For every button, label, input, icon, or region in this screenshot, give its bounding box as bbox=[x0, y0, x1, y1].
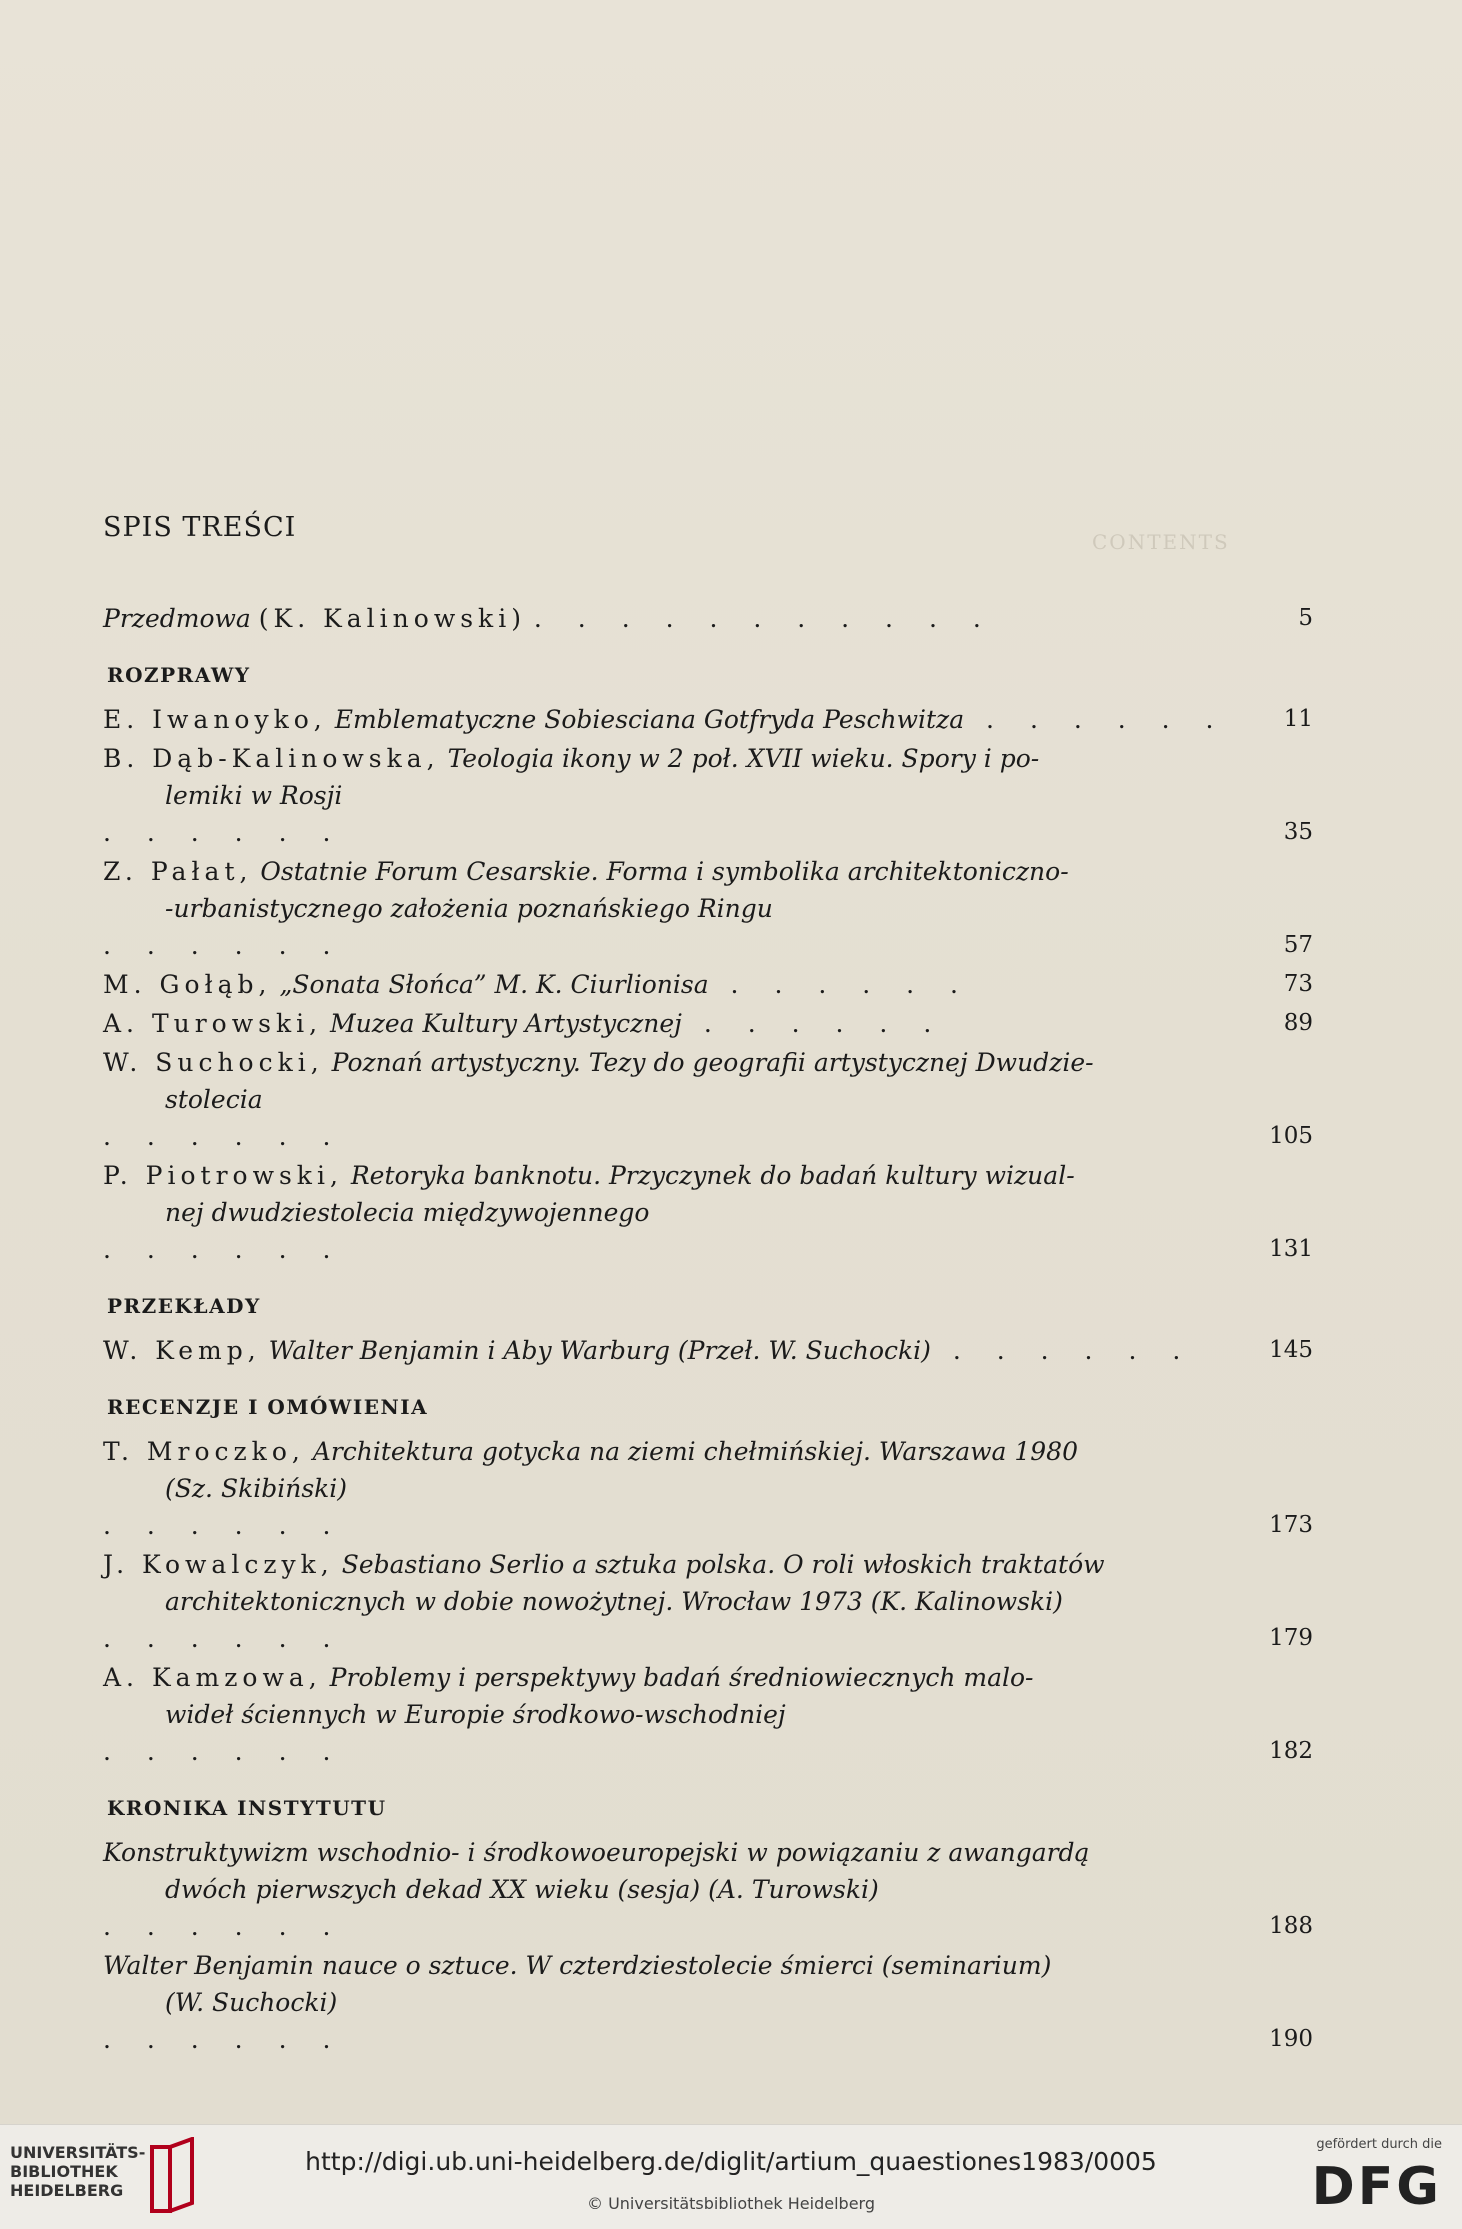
entry-title-continued: -urbanistycznego założenia poznańskiego Ringu bbox=[165, 894, 773, 923]
copyright-text: © Universitätsbibliothek Heidelberg bbox=[586, 2194, 875, 2213]
leader-dots: . . . . . . bbox=[103, 2025, 345, 2054]
entry-author: W. Kemp, bbox=[103, 1336, 261, 1365]
leader-dots: . . . . . . bbox=[103, 1912, 345, 1941]
page-number: 179 bbox=[1269, 1625, 1313, 1651]
leader-dots: . . . . . . . . . . . bbox=[533, 604, 995, 633]
document-url-link[interactable]: http://digi.ub.uni-heidelberg.de/diglit/artium_quaestiones1983/0005 bbox=[305, 2147, 1157, 2176]
page-number: 188 bbox=[1269, 1913, 1313, 1939]
page-number: 11 bbox=[1283, 706, 1313, 732]
leader-dots: . . . . . . bbox=[103, 1511, 345, 1540]
leader-dots: . . . . . . bbox=[103, 1624, 345, 1653]
page-number: 89 bbox=[1283, 1010, 1313, 1036]
entry-title-continued: stolecia bbox=[165, 1085, 263, 1114]
entry-title: Problemy i perspektywy badań średniowiecznych malo- bbox=[329, 1663, 1034, 1692]
page-number: 190 bbox=[1269, 2026, 1313, 2052]
leader-dots: . . . . . . bbox=[964, 705, 1228, 734]
page-title: SPIS TREŚCI bbox=[103, 512, 297, 543]
page-number: 57 bbox=[1283, 932, 1313, 958]
toc-entry bbox=[103, 853, 1313, 964]
entry-author: E. Iwanoyko, bbox=[103, 705, 327, 734]
entry-title-continued: nej dwudziestolecia międzywojennego bbox=[165, 1198, 650, 1227]
toc-entry bbox=[103, 740, 1313, 851]
leader-dots: . . . . . . bbox=[708, 970, 972, 999]
entry-title: Sebastiano Serlio a sztuka polska. O roli włoskich traktatów bbox=[341, 1550, 1105, 1579]
entry-title-continued: (W. Suchocki) bbox=[165, 1988, 338, 2017]
toc-entry bbox=[103, 701, 1313, 738]
leader-dots: . . . . . . bbox=[103, 1235, 345, 1264]
entry-author: P. Piotrowski, bbox=[103, 1161, 343, 1190]
entry-title: Poznań artystyczny. Tezy do geografii artystycznej Dwudzie- bbox=[331, 1048, 1094, 1077]
leader-dots: . . . . . . bbox=[103, 931, 345, 960]
entry-author: T. Mroczko, bbox=[103, 1437, 305, 1466]
page-number: 145 bbox=[1269, 1337, 1313, 1363]
section-heading: KRONIKA INSTYTUTU bbox=[107, 1796, 387, 1820]
page-number: 35 bbox=[1283, 819, 1313, 845]
logo-line: BIBLIOTHEK bbox=[10, 2162, 118, 2181]
entry-title-continued: dwóch pierwszych dekad XX wieku (sesja) (A. Turowski) bbox=[165, 1875, 879, 1904]
leader-dots: . . . . . . bbox=[103, 818, 345, 847]
leader-dots: . . . . . . bbox=[103, 1737, 345, 1766]
entry-title: Emblematyczne Sobiesciana Gotfryda Peschwitza bbox=[334, 705, 965, 734]
entry-title: Muzea Kultury Artystycznej bbox=[330, 1009, 682, 1038]
leader-dots: . . . . . . bbox=[681, 1009, 946, 1038]
entry-title-continued: architektonicznych w dobie nowożytnej. Wrocław 1973 (K. Kalinowski) bbox=[165, 1587, 1063, 1616]
logo-line: HEIDELBERG bbox=[10, 2181, 124, 2200]
entry-author: W. Suchocki, bbox=[103, 1048, 324, 1077]
toc-entry bbox=[103, 1433, 1313, 1544]
page-number: 5 bbox=[1298, 605, 1313, 631]
section-heading: PRZEKŁADY bbox=[107, 1294, 261, 1318]
bleed-through-text: CONTENTS bbox=[1092, 530, 1230, 554]
logo-line: UNIVERSITÄTS- bbox=[10, 2143, 146, 2162]
entry-title: Walter Benjamin nauce o sztuce. W czterdziestolecie śmierci (seminarium) bbox=[103, 1951, 1052, 1980]
entry-title: Teologia ikony w 2 poł. XVII wieku. Spory i po- bbox=[447, 744, 1040, 773]
page-number: 73 bbox=[1283, 971, 1313, 997]
toc-entry bbox=[103, 1834, 1313, 1945]
dfg-logo[interactable]: DFG bbox=[1311, 2157, 1442, 2217]
leader-dots: . . . . . . bbox=[103, 1122, 345, 1151]
entry-author: B. Dąb-Kalinowska, bbox=[103, 744, 440, 773]
toc-entry bbox=[103, 1546, 1313, 1657]
table-of-contents bbox=[103, 600, 1313, 2060]
entry-title: „Sonata Słońca” M. K. Ciurlionisa bbox=[279, 970, 709, 999]
page-number: 105 bbox=[1269, 1123, 1313, 1149]
toc-entry bbox=[103, 1947, 1313, 2058]
entry-title: Konstruktywizm wschodnio- i środkowoeuropejski w powiązaniu z awangardą bbox=[103, 1838, 1090, 1867]
toc-entry bbox=[103, 600, 1313, 637]
entry-title: Ostatnie Forum Cesarskie. Forma i symbolika architektoniczno- bbox=[260, 857, 1069, 886]
page-number: 173 bbox=[1269, 1512, 1313, 1538]
entry-author: M. Gołąb, bbox=[103, 970, 272, 999]
leader-dots: . . . . . . bbox=[930, 1336, 1195, 1365]
entry-title-continued: lemiki w Rosji bbox=[165, 781, 343, 810]
toc-entry bbox=[103, 1659, 1313, 1770]
page-number: 131 bbox=[1269, 1236, 1313, 1262]
funding-label: gefördert durch die bbox=[1316, 2137, 1442, 2152]
toc-entry bbox=[103, 1044, 1313, 1155]
entry-title: Przedmowa bbox=[103, 604, 251, 633]
sections bbox=[103, 663, 1313, 2058]
entry-author: Z. Pałat, bbox=[103, 857, 253, 886]
entry-author: (K. Kalinowski) bbox=[258, 604, 526, 633]
toc-entry bbox=[103, 1332, 1313, 1369]
toc-entry bbox=[103, 966, 1313, 1003]
entry-title-continued: (Sz. Skibiński) bbox=[165, 1474, 348, 1503]
entry-title-continued: wideł ściennych w Europie środkowo-wschodniej bbox=[165, 1700, 786, 1729]
page-number: 182 bbox=[1269, 1738, 1313, 1764]
section-heading: RECENZJE I OMÓWIENIA bbox=[107, 1395, 429, 1419]
entry-author: J. Kowalczyk, bbox=[103, 1550, 334, 1579]
section-heading: ROZPRAWY bbox=[107, 663, 251, 687]
entry-title: Retoryka banknotu. Przyczynek do badań kultury wizual- bbox=[350, 1161, 1075, 1190]
toc-entry bbox=[103, 1005, 1313, 1042]
entry-author: A. Turowski, bbox=[103, 1009, 323, 1038]
entry-title: Walter Benjamin i Aby Warburg (Przeł. W. Suchocki) bbox=[268, 1336, 931, 1365]
toc-entry bbox=[103, 1157, 1313, 1268]
viewer-footer bbox=[0, 2124, 1462, 2229]
entry-author: A. Kamzowa, bbox=[103, 1663, 322, 1692]
entry-title: Architektura gotycka na ziemi chełmińskiej. Warszawa 1980 bbox=[312, 1437, 1078, 1466]
